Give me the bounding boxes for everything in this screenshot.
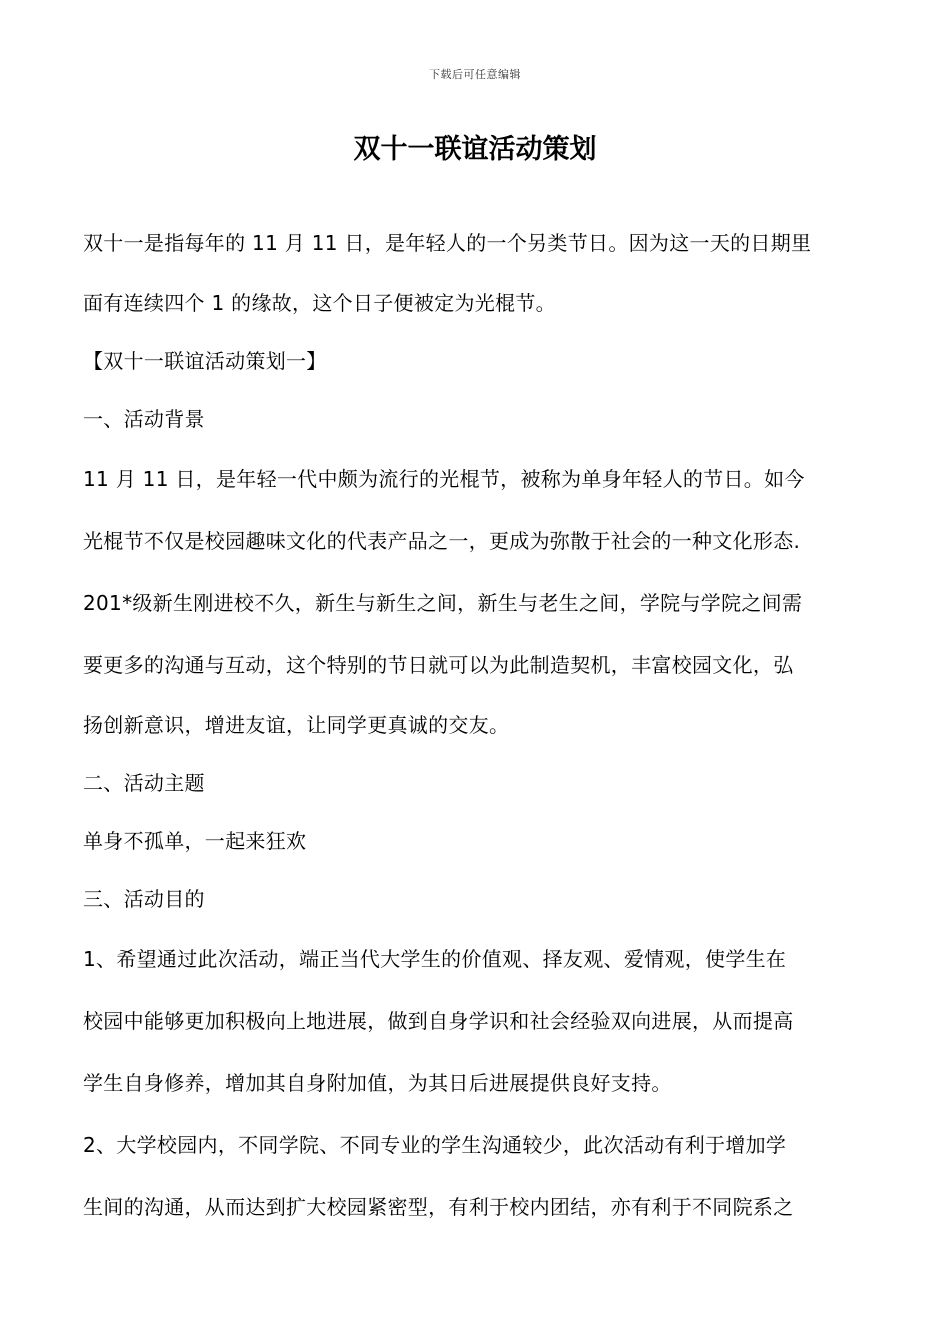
section-heading-background: 一、活动背景 [83,407,205,431]
body-line-background-2: 光棍节不仅是校园趣味文化的代表产品之一，更成为弥散于社会的一种文化形态. [83,529,801,553]
document-title: 双十一联谊活动策划 [353,134,597,165]
body-line-purpose-5: 生间的沟通，从而达到扩大校园紧密型，有利于校内团结，亦有利于不同院系之 [83,1195,794,1219]
header-note: 下载后可任意编辑 [429,68,521,81]
document-body [83,212,871,1238]
body-line-background-3: 201*级新生刚进校不久，新生与新生之间，新生与老生之间，学院与学院之间需 [83,591,803,615]
body-line-intro-2: 面有连续四个 1 的缘故，这个日子便被定为光棍节。 [83,291,556,315]
body-line-purpose-1: 1、希望通过此次活动，端正当代大学生的价值观、择友观、爱情观，使学生在 [83,947,787,971]
body-line-background-1: 11 月 11 日，是年轻一代中颇为流行的光棍节，被称为单身年轻人的节日。如今 [83,467,805,491]
body-line-intro-1: 双十一是指每年的 11 月 11 日，是年轻人的一个另类节日。因为这一天的日期里 [83,231,812,255]
body-line-purpose-4: 2、大学校园内，不同学院、不同专业的学生沟通较少，此次活动有利于增加学 [83,1133,787,1157]
body-line-background-5: 扬创新意识，增进友谊，让同学更真诚的交友。 [83,713,510,737]
body-line-purpose-3: 学生自身修养，增加其自身附加值，为其日后进展提供良好支持。 [83,1071,672,1095]
body-line-background-4: 要更多的沟通与互动，这个特别的节日就可以为此制造契机，丰富校园文化，弘 [83,653,794,677]
body-line-purpose-2: 校园中能够更加积极向上地进展，做到自身学识和社会经验双向进展，从而提高 [83,1009,794,1033]
section-heading-plan-one: 【双十一联谊活动策划一】 [83,349,327,373]
section-heading-purpose: 三、活动目的 [83,887,205,911]
body-line-theme: 单身不孤单，一起来狂欢 [83,829,307,853]
section-heading-theme: 二、活动主题 [83,771,205,795]
